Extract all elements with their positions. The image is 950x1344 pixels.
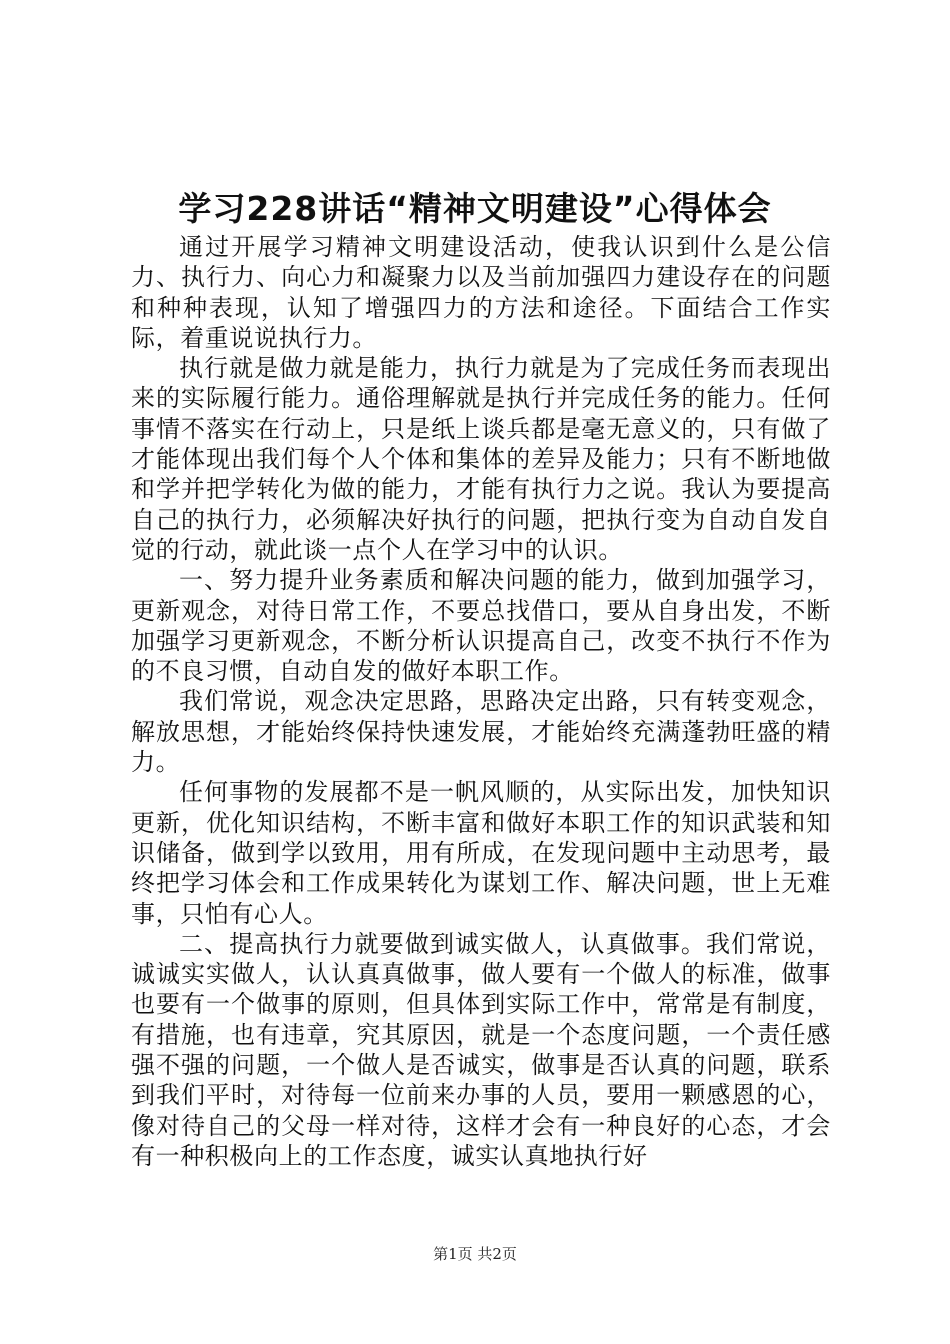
- paragraph: 我们常说，观念决定思路，思路决定出路，只有转变观念，解放思想，才能始终保持快速发展，才能始终充满蓬勃旺盛的精力。: [131, 687, 831, 777]
- paragraph: 任何事物的发展都不是一帆风顺的，从实际出发，加快知识更新，优化知识结构，不断丰富和做好本职工作的知识武装和知识储备，做到学以致用，用有所成，在发现问题中主动思考，最终把学习体会和工作成果转化为谋划工作、解决问题，世上无难事，只怕有心人。: [131, 778, 831, 928]
- paragraph: 一、努力提升业务素质和解决问题的能力，做到加强学习，更新观念，对待日常工作，不要总找借口，要从自身出发，不断加强学习更新观念，不断分析认识提高自己，改变不执行不作为的不良习惯，自动自发的做好本职工作。: [131, 566, 831, 686]
- page-number-footer: 第1页 共2页: [433, 1245, 517, 1263]
- paragraph: 通过开展学习精神文明建设活动，使我认识到什么是公信力、执行力、向心力和凝聚力以及当前加强四力建设存在的问题和种种表现，认知了增强四力的方法和途径。下面结合工作实际，着重说说执行力。: [131, 233, 831, 352]
- document-body: [131, 232, 831, 1171]
- paragraph: 二、提高执行力就要做到诚实做人，认真做事。我们常说，诚诚实实做人，认认真真做事，做人要有一个做人的标准，做事也要有一个做事的原则，但具体到实际工作中，常常是有制度，有措施，也有违章，究其原因，就是一个态度问题，一个责任感强不强的问题，一个做人是否诚实，做事是否认真的问题，联系到我们平时，对待每一位前来办事的人员，要用一颗感恩的心，像对待自己的父母一样对待，这样才会有一种良好的心态，才会有一种积极向上的工作态度，诚实认真地执行好: [131, 929, 831, 1170]
- paragraph: 执行就是做力就是能力，执行力就是为了完成任务而表现出来的实际履行能力。通俗理解就是执行并完成任务的能力。任何事情不落实在行动上，只是纸上谈兵都是毫无意义的，只有做了才能体现出我们每个人个体和集体的差异及能力；只有不断地做和学并把学转化为做的能力，才能有执行力之说。我认为要提高自己的执行力，必须解决好执行的问题，把执行变为自动自发自觉的行动，就此谈一点个人在学习中的认识。: [131, 354, 831, 564]
- document-title: 学习228讲话“精神文明建设”心得体会: [178, 189, 772, 228]
